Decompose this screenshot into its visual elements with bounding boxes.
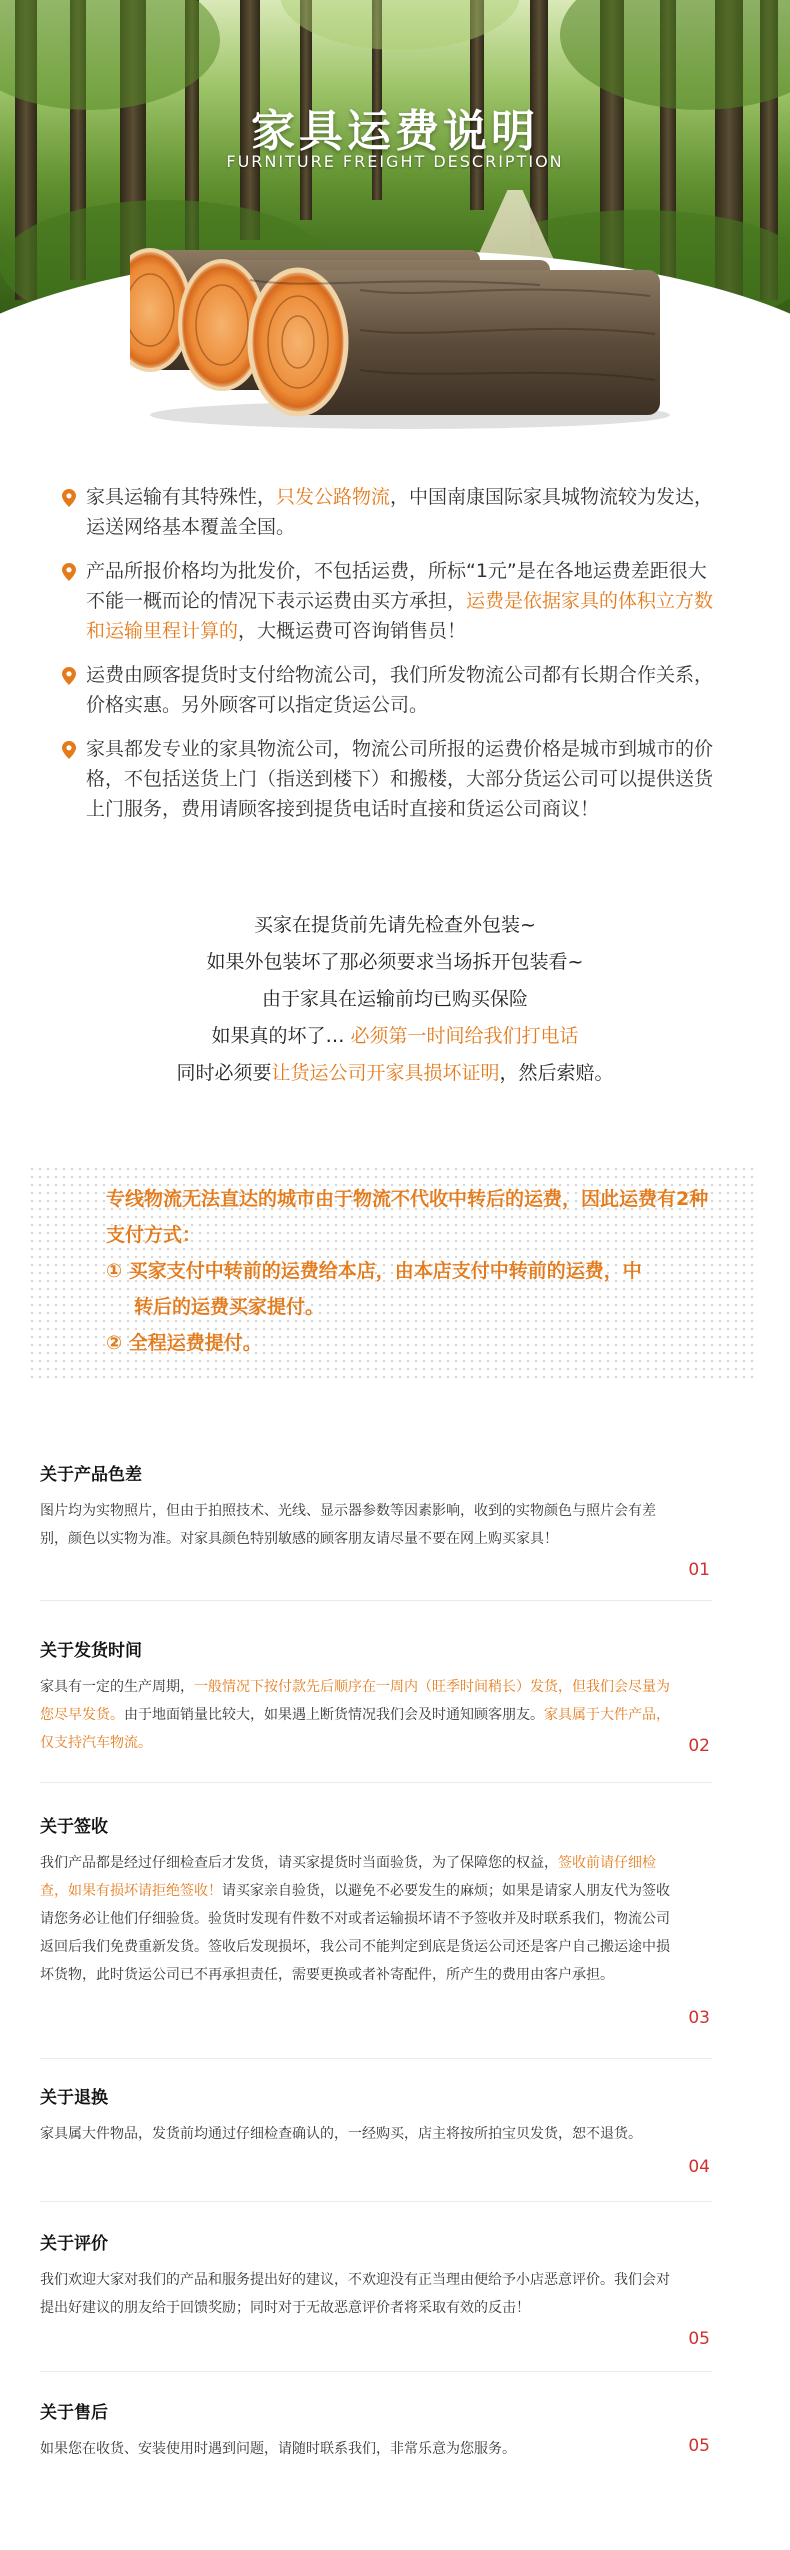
text-run: 同时必须要 [176,1062,272,1084]
text-run: 我们产品都是经过仔细检查后才发货，请买家提货时当面验货，为了保障您的权益， [40,1855,558,1871]
section-title: 关于签收 [40,1817,108,1837]
section-returns [40,2083,712,2177]
highlight-text: 一般情况下按付款先后顺序在一周内（旺季时间稍长）发货，但我们会尽量为您尽早发货。 [40,1679,670,1723]
text-run: 产品所报价格均为批发价，不包括运费，所标“1元”是在各地运费差距很大不能一概而论的情况下表示运费由买方承担， [86,560,707,612]
highlight-text: 运费是依据家具的体积立方数和运输里程计算的 [86,590,714,642]
note-item [62,556,722,646]
section-title: 关于退换 [40,2088,108,2108]
section-title: 关于产品色差 [40,1465,142,1485]
note-text [86,738,713,820]
section-sign-for [40,1812,712,2028]
text-run: 请买家亲自验货，以避免不必要发生的麻烦；如果是请家人朋友代为签收请您务必让他们仔细验货。验货时发现有件数不对或者运输损坏请不予签收并及时联系我们，物流公司返回后我们免费重新发货。签收后发现损坏，我公司不能判定到底是货运公司还是客户自己搬运途中损坏货物，此时货运公司已不再承担责任，需要更换或者补寄配件，所产生的费用由客户承担。 [40,1883,670,1983]
note-item [62,482,722,542]
location-pin-icon [62,667,76,685]
text-run: 家具都发专业的家具物流公司，物流公司所报的运费价格是城市到城市的价格，不包括送货上门（指送到楼下）和搬楼，大部分货运公司可以提供送货上门服务，费用请顾客接到提货电话时直接和货运公司商议！ [86,738,714,820]
section-number: 05 [688,2436,710,2456]
divider [40,2058,712,2059]
section-number: 04 [688,2157,710,2177]
section-number: 05 [688,2329,710,2349]
payment-intro: 专线物流无法直达的城市由于物流不代收中转后的运费，因此运费有2种支付方式： [106,1188,709,1246]
note-item [62,734,722,824]
text-run: 由于家具在运输前均已购买保险 [261,988,528,1010]
divider [40,1600,712,1601]
section-after-sales [40,2398,712,2463]
hero-banner [0,0,790,460]
section-reviews [40,2229,712,2349]
location-pin-icon [62,489,76,507]
notice-line [0,981,790,1018]
section-body [40,1497,712,1553]
text-run: 由于地面销量比较大，如果遇上断货情况我们会及时通知顾客朋友。 [124,1707,544,1723]
text-run: 我们欢迎大家对我们的产品和服务提出好的建议，不欢迎没有正当理由便给予小店恶意评价。我们会对提出好建议的朋友给于回馈奖励；同时对于无故恶意评价者将采取有效的反击！ [40,2272,670,2316]
text-run: 图片均为实物照片，但由于拍照技术、光线、显示器参数等因素影响，收到的实物颜色与照片会有差别，颜色以实物为准。对家具颜色特别敏感的顾客朋友请尽量不要在网上购买家具！ [40,1503,656,1547]
freight-notes [62,482,722,838]
text-run: 家具有一定的生产周期， [40,1679,194,1695]
divider [40,2371,712,2372]
text-run: 如果您在收货、安装使用时遇到问题，请随时联系我们，非常乐意为您服务。 [40,2441,516,2457]
inspection-notice [0,907,790,1092]
section-title: 关于发货时间 [40,1641,142,1661]
page-subtitle: FURNITURE FREIGHT DESCRIPTION [226,152,564,171]
payment-option-2: ② 全程运费提付。 [106,1332,262,1354]
section-title: 关于售后 [40,2403,108,2423]
note-item [62,660,722,720]
section-number: 03 [688,2008,710,2028]
note-text [86,664,713,716]
notice-line [0,907,790,944]
section-number: 01 [688,1560,710,1580]
section-body [40,1849,712,1989]
text-run: ，然后索赔。 [499,1062,614,1084]
text-run: 运费由顾客提货时支付给物流公司，我们所发物流公司都有长期合作关系，价格实惠。另外顾客可以指定货运公司。 [86,664,714,716]
divider [40,2201,712,2202]
text-run: ，中国南康国际家具城物流较为发达，运送网络基本覆盖全国。 [86,486,714,538]
highlight-text: 只发公路物流 [276,486,391,508]
text-run: 家具运输有其特殊性， [86,486,277,508]
payment-option-1: ① 买家支付中转前的运费给本店，由本店支付中转前的运费，中 [106,1260,642,1282]
highlight-text: 签收前请仔细检查，如果有损坏请拒绝签收！ [40,1855,656,1899]
note-text [86,560,713,642]
text-run: 如果真的坏了… [211,1025,351,1047]
highlight-text: 让货运公司开家具损坏证明 [271,1062,500,1084]
section-title: 关于评价 [40,2234,108,2254]
divider [40,1782,712,1783]
highlight-text: 必须第一时间给我们打电话 [350,1025,579,1047]
text-run: 买家在提货前先请先检查外包装~ [254,914,536,936]
notice-line [0,1055,790,1092]
text-run: ，大概运费可咨询销售员！ [238,620,467,642]
section-body [40,2120,712,2148]
section-color-difference [40,1460,712,1580]
notice-line [0,944,790,981]
payment-option-1-cont: 转后的运费买家提付。 [134,1296,325,1318]
section-body [40,2435,712,2463]
payment-methods-box [28,1165,758,1383]
location-pin-icon [62,741,76,759]
note-text [86,486,713,538]
section-shipping-time [40,1636,712,1757]
notice-line [0,1018,790,1055]
section-body [40,1673,712,1757]
wood-logs-illustration [130,230,670,430]
text-run: 家具属大件物品，发货前均通过仔细检查确认的，一经购买，店主将按所拍宝贝发货，恕不退货。 [40,2126,642,2142]
section-number: 02 [688,1736,710,1756]
text-run: 如果外包装坏了那必须要求当场拆开包装看~ [206,951,584,973]
page-title: 家具运费说明 [251,106,539,157]
section-body [40,2266,712,2322]
location-pin-icon [62,563,76,581]
highlight-text: 家具属于大件产品，仅支持汽车物流。 [40,1707,670,1751]
